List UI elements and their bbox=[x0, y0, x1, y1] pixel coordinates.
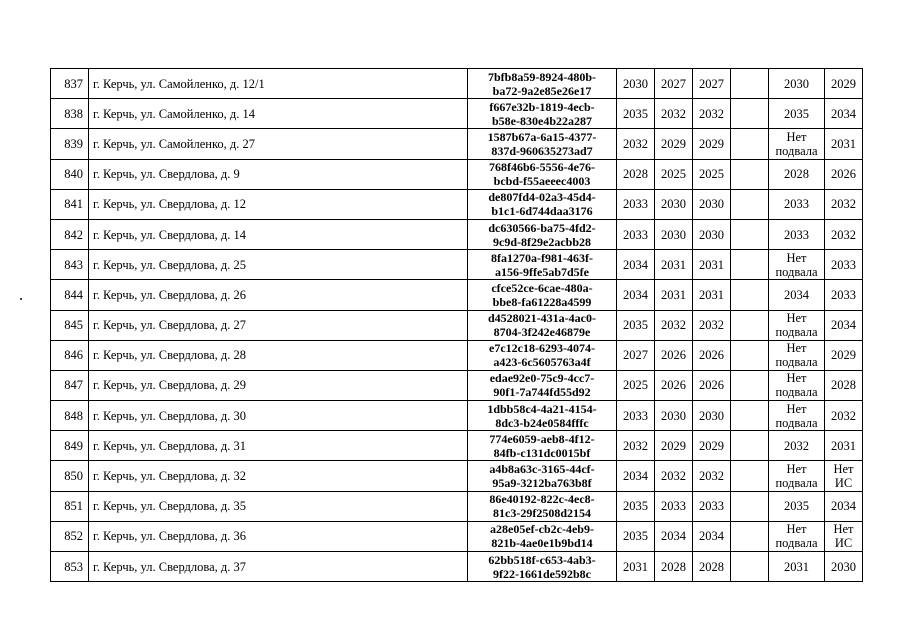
address-cell: г. Керчь, ул. Свердлова, д. 25 bbox=[89, 250, 468, 280]
guid-cell bbox=[468, 310, 617, 340]
guid-line-1: dc630566-ba75-4fd2- bbox=[488, 220, 596, 235]
year-cell-y4 bbox=[731, 491, 769, 521]
year-cell-y5: Нет подвала bbox=[769, 401, 825, 431]
year-cell-y4 bbox=[731, 250, 769, 280]
year-cell-y4 bbox=[731, 189, 769, 219]
table-row bbox=[51, 280, 863, 310]
year-cell-y2: 2032 bbox=[655, 99, 693, 129]
year-cell-y4 bbox=[731, 99, 769, 129]
buildings-table bbox=[50, 68, 863, 582]
year-cell-y6: 2028 bbox=[825, 370, 863, 400]
table-row bbox=[51, 370, 863, 400]
year-cell-y1: 2033 bbox=[617, 401, 655, 431]
guid-line-1: edae92e0-75c9-4cc7- bbox=[489, 371, 595, 386]
guid-line-1: 86e40192-822c-4ec8- bbox=[489, 492, 595, 507]
year-cell-y1: 2027 bbox=[617, 340, 655, 370]
year-cell-y2: 2031 bbox=[655, 250, 693, 280]
guid-cell bbox=[468, 552, 617, 582]
guid-line-2: 9c9d-8f29e2acbb28 bbox=[493, 234, 591, 249]
scan-speck bbox=[20, 298, 22, 300]
year-cell-y3: 2034 bbox=[693, 521, 731, 551]
table-row bbox=[51, 552, 863, 582]
year-cell-y4 bbox=[731, 401, 769, 431]
year-cell-y5: 2035 bbox=[769, 99, 825, 129]
year-cell-y3: 2026 bbox=[693, 340, 731, 370]
year-cell-y1: 2034 bbox=[617, 250, 655, 280]
address-cell: г. Керчь, ул. Свердлова, д. 12 bbox=[89, 189, 468, 219]
guid-line-1: 774e6059-aeb8-4f12- bbox=[489, 431, 595, 446]
guid-line-2: bbe8-fa61228a4599 bbox=[492, 294, 592, 309]
table-body bbox=[51, 69, 863, 582]
year-cell-y5: 2030 bbox=[769, 69, 825, 99]
year-cell-y4 bbox=[731, 310, 769, 340]
address-cell: г. Керчь, ул. Свердлова, д. 26 bbox=[89, 280, 468, 310]
year-cell-y6: 2029 bbox=[825, 69, 863, 99]
year-cell-y5: 2033 bbox=[769, 189, 825, 219]
guid-line-1: 1587b67a-6a15-4377- bbox=[487, 129, 597, 144]
address-cell: г. Керчь, ул. Свердлова, д. 32 bbox=[89, 461, 468, 491]
year-cell-y5: Нет подвала bbox=[769, 129, 825, 159]
year-cell-y3: 2029 bbox=[693, 431, 731, 461]
address-cell: г. Керчь, ул. Свердлова, д. 28 bbox=[89, 340, 468, 370]
guid-line-1: d4528021-431a-4ac0- bbox=[488, 311, 596, 326]
guid-line-2: 81c3-29f2508d2154 bbox=[493, 506, 591, 521]
year-cell-y5: 2032 bbox=[769, 431, 825, 461]
table-row bbox=[51, 310, 863, 340]
year-cell-y5: Нет подвала bbox=[769, 250, 825, 280]
guid-line-1: e7c12c18-6293-4074- bbox=[489, 341, 595, 356]
year-cell-y1: 2025 bbox=[617, 370, 655, 400]
table-row bbox=[51, 219, 863, 249]
year-cell-y2: 2031 bbox=[655, 280, 693, 310]
row-number: 840 bbox=[51, 159, 89, 189]
year-cell-y1: 2033 bbox=[617, 219, 655, 249]
guid-line-2: 837d-960635273ad7 bbox=[491, 143, 593, 158]
year-cell-y6: Нет ИС bbox=[825, 461, 863, 491]
year-cell-y3: 2030 bbox=[693, 401, 731, 431]
table-row bbox=[51, 69, 863, 99]
row-number: 847 bbox=[51, 370, 89, 400]
row-number: 845 bbox=[51, 310, 89, 340]
year-cell-y2: 2033 bbox=[655, 491, 693, 521]
year-cell-y6: 2034 bbox=[825, 310, 863, 340]
address-cell: г. Керчь, ул. Свердлова, д. 37 bbox=[89, 552, 468, 582]
year-cell-y1: 2028 bbox=[617, 159, 655, 189]
year-cell-y1: 2033 bbox=[617, 189, 655, 219]
row-number: 841 bbox=[51, 189, 89, 219]
guid-line-1: 7bfb8a59-8924-480b- bbox=[487, 69, 596, 84]
year-cell-y2: 2029 bbox=[655, 431, 693, 461]
guid-line-1: f667e32b-1819-4ecb- bbox=[489, 99, 595, 114]
year-cell-y5: Нет подвала bbox=[769, 310, 825, 340]
year-cell-y2: 2030 bbox=[655, 219, 693, 249]
address-cell: г. Керчь, ул. Свердлова, д. 31 bbox=[89, 431, 468, 461]
year-cell-y4 bbox=[731, 340, 769, 370]
year-cell-y4 bbox=[731, 370, 769, 400]
year-cell-y4 bbox=[731, 129, 769, 159]
year-cell-y2: 2026 bbox=[655, 340, 693, 370]
year-cell-y4 bbox=[731, 280, 769, 310]
guid-cell bbox=[468, 159, 617, 189]
guid-line-2: 90f1-7a744fd55d92 bbox=[493, 385, 591, 400]
guid-cell bbox=[468, 129, 617, 159]
guid-cell bbox=[468, 219, 617, 249]
year-cell-y2: 2025 bbox=[655, 159, 693, 189]
guid-cell bbox=[468, 521, 617, 551]
guid-cell bbox=[468, 69, 617, 99]
year-cell-y6: 2032 bbox=[825, 189, 863, 219]
year-cell-y6: 2026 bbox=[825, 159, 863, 189]
table-row bbox=[51, 401, 863, 431]
row-number: 850 bbox=[51, 461, 89, 491]
year-cell-y5: Нет подвала bbox=[769, 461, 825, 491]
table-row bbox=[51, 491, 863, 521]
guid-line-2: ba72-9a2e85e26e17 bbox=[492, 83, 592, 98]
guid-line-2: 821b-4ae0e1b9bd14 bbox=[491, 536, 593, 551]
year-cell-y2: 2027 bbox=[655, 69, 693, 99]
guid-line-1: a4b8a63c-3165-44cf- bbox=[489, 462, 595, 477]
guid-line-2: 84fb-c131dc0015bf bbox=[493, 445, 591, 460]
year-cell-y1: 2031 bbox=[617, 552, 655, 582]
year-cell-y6: 2033 bbox=[825, 250, 863, 280]
year-cell-y6: 2030 bbox=[825, 552, 863, 582]
address-cell: г. Керчь, ул. Самойленко, д. 27 bbox=[89, 129, 468, 159]
guid-cell bbox=[468, 280, 617, 310]
guid-line-2: 8704-3f242e46879e bbox=[493, 325, 591, 340]
row-number: 849 bbox=[51, 431, 89, 461]
year-cell-y3: 2032 bbox=[693, 310, 731, 340]
guid-cell bbox=[468, 401, 617, 431]
table-row bbox=[51, 521, 863, 551]
row-number: 838 bbox=[51, 99, 89, 129]
guid-line-2: 8dc3-b24e0584fffc bbox=[495, 415, 589, 430]
guid-line-1: 62bb518f-c653-4ab3- bbox=[488, 552, 596, 567]
guid-cell bbox=[468, 250, 617, 280]
year-cell-y2: 2032 bbox=[655, 461, 693, 491]
row-number: 839 bbox=[51, 129, 89, 159]
year-cell-y1: 2032 bbox=[617, 431, 655, 461]
year-cell-y3: 2031 bbox=[693, 250, 731, 280]
table-row bbox=[51, 99, 863, 129]
year-cell-y5: 2033 bbox=[769, 219, 825, 249]
address-cell: г. Керчь, ул. Свердлова, д. 14 bbox=[89, 219, 468, 249]
year-cell-y3: 2031 bbox=[693, 280, 731, 310]
address-cell: г. Керчь, ул. Самойленко, д. 14 bbox=[89, 99, 468, 129]
table-row bbox=[51, 129, 863, 159]
year-cell-y3: 2027 bbox=[693, 69, 731, 99]
year-cell-y1: 2032 bbox=[617, 129, 655, 159]
year-cell-y4 bbox=[731, 219, 769, 249]
address-cell: г. Керчь, ул. Свердлова, д. 27 bbox=[89, 310, 468, 340]
table-row bbox=[51, 250, 863, 280]
year-cell-y6: Нет ИС bbox=[825, 521, 863, 551]
year-cell-y2: 2030 bbox=[655, 401, 693, 431]
row-number: 851 bbox=[51, 491, 89, 521]
year-cell-y5: Нет подвала bbox=[769, 370, 825, 400]
year-cell-y3: 2028 bbox=[693, 552, 731, 582]
guid-line-2: a156-9ffe5ab7d5fe bbox=[495, 264, 589, 279]
guid-line-2: b58e-830e4b22a287 bbox=[492, 113, 592, 128]
year-cell-y1: 2034 bbox=[617, 461, 655, 491]
year-cell-y3: 2029 bbox=[693, 129, 731, 159]
year-cell-y3: 2030 bbox=[693, 189, 731, 219]
guid-line-1: de807fd4-02a3-45d4- bbox=[488, 190, 596, 205]
guid-line-1: 1dbb58c4-4a21-4154- bbox=[487, 401, 597, 416]
year-cell-y3: 2030 bbox=[693, 219, 731, 249]
year-cell-y6: 2032 bbox=[825, 219, 863, 249]
year-cell-y1: 2030 bbox=[617, 69, 655, 99]
row-number: 853 bbox=[51, 552, 89, 582]
guid-line-2: 95a9-3212ba763b8f bbox=[492, 476, 592, 491]
year-cell-y1: 2034 bbox=[617, 280, 655, 310]
year-cell-y2: 2028 bbox=[655, 552, 693, 582]
table-row bbox=[51, 340, 863, 370]
guid-line-1: cfce52ce-6cae-480a- bbox=[491, 280, 593, 295]
guid-line-1: a28e05ef-cb2c-4eb9- bbox=[490, 522, 594, 537]
guid-line-2: 9f22-1661de592b8c bbox=[493, 566, 591, 581]
guid-line-1: 8fa1270a-f981-463f- bbox=[491, 250, 593, 265]
year-cell-y2: 2032 bbox=[655, 310, 693, 340]
year-cell-y5: 2034 bbox=[769, 280, 825, 310]
year-cell-y3: 2033 bbox=[693, 491, 731, 521]
year-cell-y5: Нет подвала bbox=[769, 340, 825, 370]
year-cell-y6: 2032 bbox=[825, 401, 863, 431]
year-cell-y6: 2029 bbox=[825, 340, 863, 370]
year-cell-y4 bbox=[731, 521, 769, 551]
year-cell-y2: 2034 bbox=[655, 521, 693, 551]
guid-line-2: bcbd-f55aeeec4003 bbox=[493, 174, 591, 189]
year-cell-y6: 2034 bbox=[825, 491, 863, 521]
year-cell-y6: 2031 bbox=[825, 431, 863, 461]
row-number: 842 bbox=[51, 219, 89, 249]
table-row bbox=[51, 431, 863, 461]
year-cell-y4 bbox=[731, 159, 769, 189]
guid-line-2: a423-6c5605763a4f bbox=[493, 355, 591, 370]
year-cell-y5: Нет подвала bbox=[769, 521, 825, 551]
guid-cell bbox=[468, 461, 617, 491]
guid-cell bbox=[468, 340, 617, 370]
year-cell-y1: 2035 bbox=[617, 521, 655, 551]
guid-cell bbox=[468, 99, 617, 129]
row-number: 846 bbox=[51, 340, 89, 370]
year-cell-y5: 2031 bbox=[769, 552, 825, 582]
year-cell-y4 bbox=[731, 461, 769, 491]
row-number: 843 bbox=[51, 250, 89, 280]
year-cell-y3: 2026 bbox=[693, 370, 731, 400]
year-cell-y4 bbox=[731, 431, 769, 461]
year-cell-y2: 2026 bbox=[655, 370, 693, 400]
guid-line-1: 768f46b6-5556-4e76- bbox=[489, 160, 595, 175]
year-cell-y5: 2035 bbox=[769, 491, 825, 521]
year-cell-y3: 2032 bbox=[693, 99, 731, 129]
table-row bbox=[51, 461, 863, 491]
year-cell-y4 bbox=[731, 552, 769, 582]
address-cell: г. Керчь, ул. Свердлова, д. 36 bbox=[89, 521, 468, 551]
address-cell: г. Керчь, ул. Свердлова, д. 30 bbox=[89, 401, 468, 431]
row-number: 837 bbox=[51, 69, 89, 99]
year-cell-y5: 2028 bbox=[769, 159, 825, 189]
row-number: 852 bbox=[51, 521, 89, 551]
year-cell-y1: 2035 bbox=[617, 491, 655, 521]
year-cell-y3: 2025 bbox=[693, 159, 731, 189]
year-cell-y2: 2029 bbox=[655, 129, 693, 159]
guid-cell bbox=[468, 431, 617, 461]
year-cell-y1: 2035 bbox=[617, 310, 655, 340]
guid-cell bbox=[468, 491, 617, 521]
row-number: 848 bbox=[51, 401, 89, 431]
year-cell-y4 bbox=[731, 69, 769, 99]
guid-line-2: b1c1-6d744daa3176 bbox=[491, 204, 593, 219]
table-row bbox=[51, 189, 863, 219]
guid-cell bbox=[468, 189, 617, 219]
address-cell: г. Керчь, ул. Свердлова, д. 29 bbox=[89, 370, 468, 400]
address-cell: г. Керчь, ул. Свердлова, д. 9 bbox=[89, 159, 468, 189]
address-cell: г. Керчь, ул. Свердлова, д. 35 bbox=[89, 491, 468, 521]
year-cell-y3: 2032 bbox=[693, 461, 731, 491]
year-cell-y6: 2034 bbox=[825, 99, 863, 129]
year-cell-y2: 2030 bbox=[655, 189, 693, 219]
row-number: 844 bbox=[51, 280, 89, 310]
table-row bbox=[51, 159, 863, 189]
address-cell: г. Керчь, ул. Самойленко, д. 12/1 bbox=[89, 69, 468, 99]
guid-cell bbox=[468, 370, 617, 400]
year-cell-y6: 2031 bbox=[825, 129, 863, 159]
year-cell-y1: 2035 bbox=[617, 99, 655, 129]
year-cell-y6: 2033 bbox=[825, 280, 863, 310]
